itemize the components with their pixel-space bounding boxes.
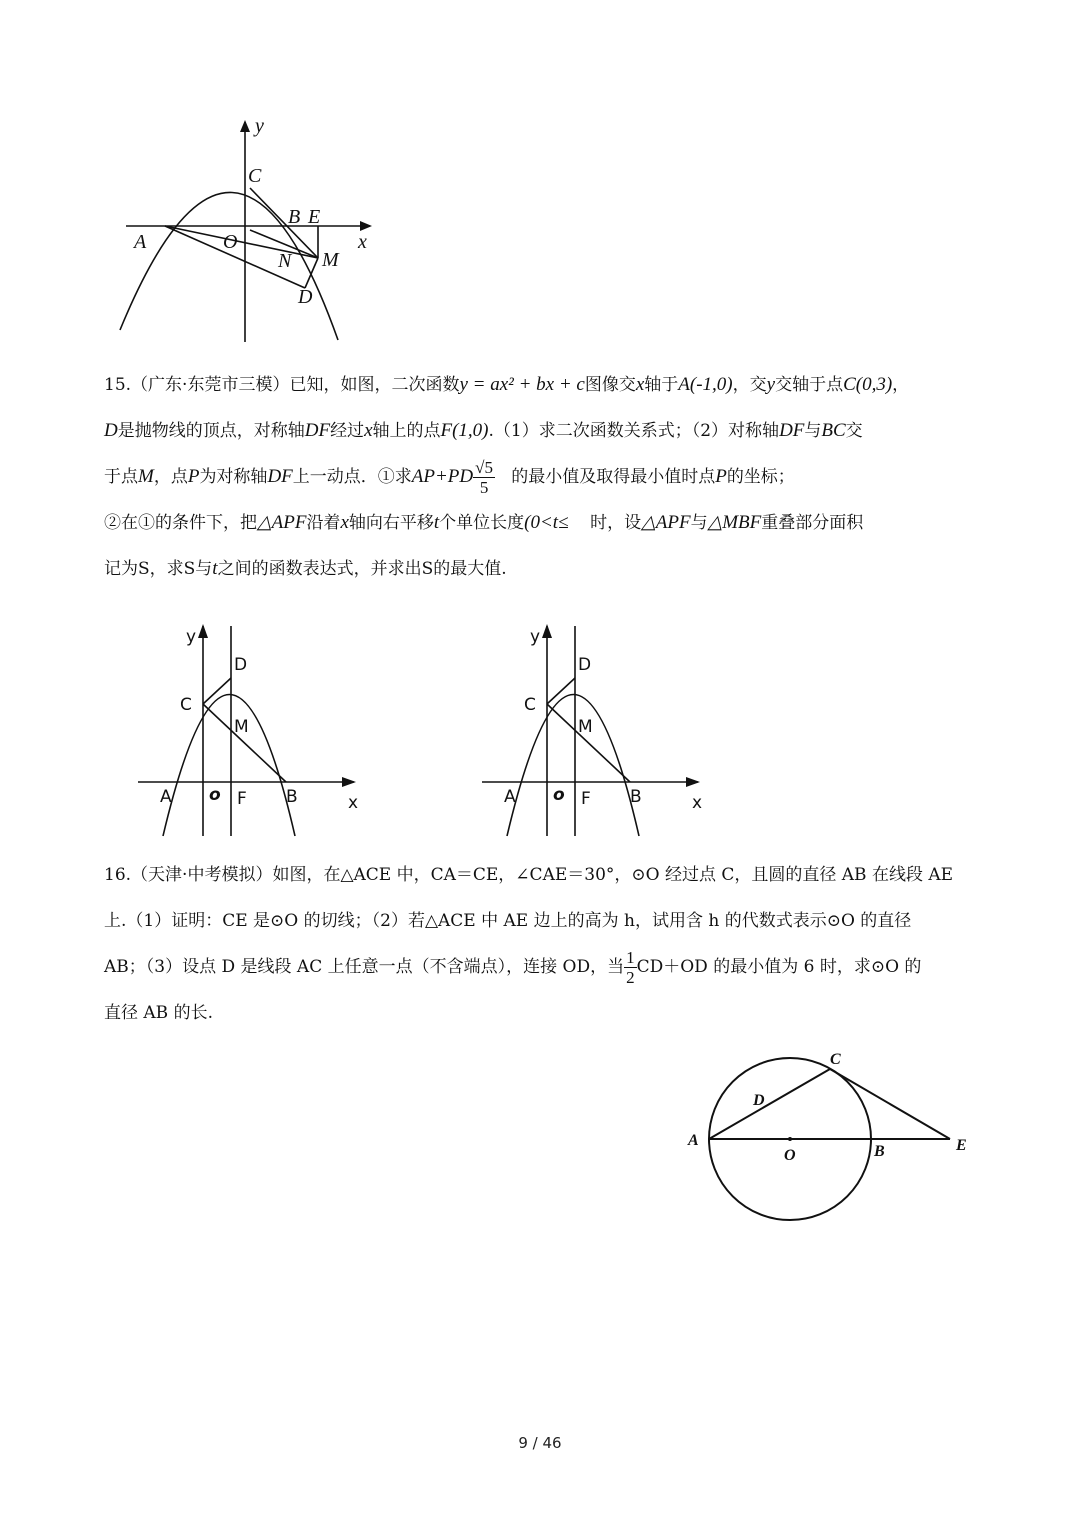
svg-text:x: x: [358, 231, 367, 253]
svg-text:M: M: [234, 717, 249, 737]
svg-text:B: B: [874, 1143, 885, 1160]
svg-text:B: B: [288, 206, 301, 228]
figure-15-left: [130, 618, 370, 843]
sqrt5-over-5-fraction: $\frac{√5}{5}$: [475, 458, 493, 497]
svg-text:F: F: [237, 789, 247, 809]
problem-16-line-4: 直径 AB 的长.: [104, 1003, 213, 1023]
svg-text:D: D: [578, 655, 592, 675]
svg-text:C: C: [248, 165, 262, 187]
problem-15-line-4: ②在①的条件下，把△APF沿着x轴向右平移t个单位长度(0<t≤ 时，设△APF与△MBF重叠部分面积: [104, 512, 864, 533]
problem-15-line-1: 15.（广东·东莞市三模）已知，如图，二次函数y = ax² + bx + c图像交x轴于A(-1,0)，交y交轴于点C(0,3)，: [104, 374, 910, 395]
svg-text:B: B: [286, 787, 298, 807]
svg-text:y: y: [530, 627, 541, 647]
svg-text:E: E: [308, 206, 321, 228]
svg-text:A: A: [504, 787, 516, 807]
svg-text:B: B: [630, 787, 642, 807]
problem-15-line-5: 记为S，求S与t之间的函数表达式，并求出S的最大值.: [104, 558, 507, 579]
problem-15-line-3: 于点M，点P为对称轴DF上一动点．①求AP+PD $\frac{√5}{5}$ 的最小值及取得最小值时点P的坐标；: [104, 458, 795, 497]
svg-text:D: D: [234, 655, 248, 675]
svg-text:A: A: [160, 787, 172, 807]
svg-text:x: x: [692, 793, 703, 813]
svg-text:o: o: [553, 785, 565, 805]
svg-text:D: D: [298, 286, 313, 308]
svg-text:M: M: [322, 249, 339, 271]
problem-15: [104, 362, 980, 592]
problem-16-line-1: 16.（天津·中考模拟）如图，在△ACE 中，CA＝CE，∠CAE＝30°，⊙O 经过点 C，且圆的直径 AB 在线段 AE: [104, 865, 954, 885]
svg-text:A: A: [134, 231, 147, 253]
svg-text:C: C: [830, 1051, 841, 1068]
svg-text:y: y: [255, 115, 264, 137]
problem-15-line-2: D是抛物线的顶点，对称轴DF经过x轴上的点F(1,0).（1）求二次函数关系式；（2）对称轴DF与BC交: [104, 420, 863, 441]
svg-text:D: D: [753, 1092, 765, 1109]
figure-16-circle-triangle: [680, 1040, 980, 1230]
svg-text:y: y: [186, 627, 197, 647]
svg-text:E: E: [956, 1137, 967, 1154]
svg-text:C: C: [180, 695, 192, 715]
svg-text:N: N: [278, 250, 292, 272]
svg-text:C: C: [524, 695, 536, 715]
page-number: 9 / 46: [518, 1434, 562, 1452]
svg-text:x: x: [348, 793, 359, 813]
problem-16-line-3: AB；（3）设点 D 是线段 AC 上任意一点（不含端点），连接 OD，当 $\frac{1}{2}$ CD＋OD 的最小值为 6 时，求⊙O 的: [104, 948, 922, 987]
svg-text:O: O: [223, 231, 238, 253]
problem-16: [104, 852, 980, 1036]
one-half-fraction: $\frac{1}{2}$: [626, 948, 635, 987]
figure-parabola-abcde: [110, 110, 410, 355]
svg-text:o: o: [209, 785, 221, 805]
problem-16-line-2: 上.（1）证明：CE 是⊙O 的切线；（2）若△ACE 中 AE 边上的高为 h，试用含 h 的代数式表示⊙O 的直径: [104, 911, 912, 931]
svg-text:A: A: [688, 1132, 699, 1149]
svg-text:F: F: [581, 789, 591, 809]
svg-text:O: O: [784, 1147, 796, 1164]
svg-text:M: M: [578, 717, 593, 737]
figure-15-right: [474, 618, 714, 843]
